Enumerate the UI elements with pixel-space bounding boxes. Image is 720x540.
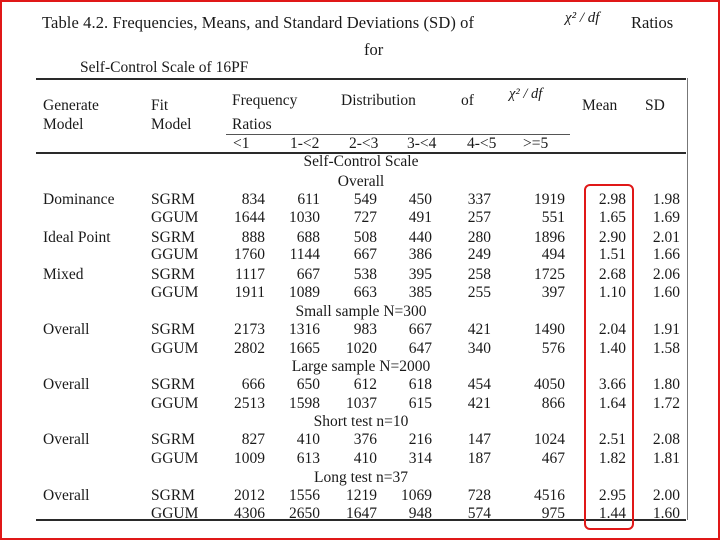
frequency-cell: 1725: [534, 266, 565, 283]
fit-model-cell: SGRM: [151, 487, 195, 504]
generate-model-cell: Overall: [43, 376, 90, 393]
frequency-cell: 983: [353, 321, 377, 338]
header-sd: SD: [645, 97, 665, 114]
mean-cell: 3.66: [598, 376, 626, 393]
chi-square-df-symbol: χ² / df: [565, 10, 600, 26]
frequency-cell: 410: [353, 450, 377, 467]
frequency-cell: 450: [408, 191, 432, 208]
frequency-cell: 508: [353, 229, 377, 246]
fit-model-cell: SGRM: [151, 191, 195, 208]
frequency-cell: 1024: [534, 431, 565, 448]
frequency-cell: 454: [467, 376, 491, 393]
mean-column-highlight: [584, 184, 634, 530]
frequency-cell: 4050: [534, 376, 565, 393]
frequency-cell: 1911: [234, 284, 265, 301]
sd-cell: 2.08: [652, 431, 680, 448]
frequency-cell: 421: [467, 395, 491, 412]
bins-subrule: [226, 134, 570, 135]
frequency-cell: 612: [353, 376, 377, 393]
frequency-cell: 255: [467, 284, 491, 301]
frequency-cell: 1009: [234, 450, 265, 467]
frequency-cell: 667: [353, 246, 377, 263]
table-caption-line1: Table 4.2. Frequencies, Means, and Standard Deviations (SD) of: [42, 13, 475, 32]
generate-model-cell: Ideal Point: [43, 229, 111, 246]
frequency-cell: 574: [467, 505, 491, 522]
sd-cell: 1.81: [652, 450, 680, 467]
section-label: Large sample N=2000: [291, 358, 431, 375]
mean-cell: 2.98: [598, 191, 626, 208]
mean-cell: 2.68: [598, 266, 626, 283]
generate-model-cell: Overall: [43, 431, 90, 448]
header-distribution: Distribution: [341, 92, 416, 109]
header-mean: Mean: [582, 97, 618, 114]
table-top-rule: [36, 78, 686, 80]
frequency-cell: 1030: [289, 209, 320, 226]
sd-cell: 2.06: [652, 266, 680, 283]
header-generate: Generate: [43, 97, 99, 114]
frequency-cell: 1896: [534, 229, 565, 246]
mean-cell: 1.82: [598, 450, 626, 467]
bin-label: 2-<3: [349, 135, 379, 152]
generate-model-cell: Overall: [43, 487, 90, 504]
sd-cell: 1.58: [652, 340, 680, 357]
frequency-cell: 1037: [346, 395, 377, 412]
bin-label: >=5: [523, 135, 549, 152]
fit-model-cell: GGUM: [151, 505, 199, 522]
bin-label: 4-<5: [467, 135, 497, 152]
mean-cell: 2.51: [598, 431, 626, 448]
frequency-cell: 663: [353, 284, 377, 301]
frequency-cell: 727: [353, 209, 377, 226]
frequency-cell: 888: [241, 229, 265, 246]
frequency-cell: 2802: [234, 340, 265, 357]
fit-model-cell: GGUM: [151, 340, 199, 357]
frequency-cell: 1144: [289, 246, 320, 263]
frequency-cell: 834: [241, 191, 265, 208]
frequency-cell: 576: [541, 340, 565, 357]
frequency-cell: 650: [296, 376, 320, 393]
frequency-cell: 666: [241, 376, 265, 393]
fit-model-cell: SGRM: [151, 376, 195, 393]
header-chi-symbol: χ² / df: [509, 86, 543, 102]
frequency-cell: 147: [467, 431, 491, 448]
frequency-cell: 216: [408, 431, 432, 448]
frequency-cell: 618: [408, 376, 432, 393]
frequency-cell: 1919: [534, 191, 565, 208]
mean-cell: 2.90: [598, 229, 626, 246]
frequency-cell: 249: [467, 246, 491, 263]
frequency-cell: 4516: [534, 487, 565, 504]
frequency-cell: 613: [296, 450, 320, 467]
frequency-cell: 280: [467, 229, 491, 246]
generate-model-cell: Dominance: [43, 191, 115, 208]
frequency-cell: 1020: [346, 340, 377, 357]
section-label: Small sample N=300: [295, 303, 427, 320]
fit-model-cell: SGRM: [151, 266, 195, 283]
fit-model-cell: GGUM: [151, 450, 199, 467]
frequency-cell: 647: [408, 340, 432, 357]
section-label: Short test n=10: [313, 413, 409, 430]
frequency-cell: 948: [408, 505, 432, 522]
frequency-cell: 1556: [289, 487, 320, 504]
frequency-cell: 421: [467, 321, 491, 338]
frequency-cell: 975: [541, 505, 565, 522]
fit-model-cell: SGRM: [151, 229, 195, 246]
frequency-cell: 187: [467, 450, 491, 467]
sd-cell: 1.66: [652, 246, 680, 263]
frequency-cell: 440: [408, 229, 432, 246]
mean-cell: 1.51: [598, 246, 626, 263]
frequency-cell: 551: [541, 209, 565, 226]
mean-cell: 1.64: [598, 395, 626, 412]
frequency-cell: 314: [408, 450, 432, 467]
section-label: Long test n=37: [314, 469, 408, 486]
frequency-cell: 397: [541, 284, 565, 301]
frequency-cell: 615: [408, 395, 432, 412]
sd-cell: 1.60: [652, 505, 680, 522]
frequency-cell: 1760: [234, 246, 265, 263]
frequency-cell: 340: [467, 340, 491, 357]
frequency-cell: 337: [467, 191, 491, 208]
frequency-cell: 395: [408, 266, 432, 283]
bin-label: 1-<2: [290, 135, 320, 152]
frequency-cell: 2173: [234, 321, 265, 338]
fit-model-cell: GGUM: [151, 284, 199, 301]
table-right-edge: [687, 78, 688, 520]
bin-label: <1: [233, 135, 250, 152]
mean-cell: 2.04: [598, 321, 626, 338]
sd-cell: 2.00: [652, 487, 680, 504]
frequency-cell: 1089: [289, 284, 320, 301]
table-caption-ratios: Ratios: [631, 13, 674, 32]
sd-cell: 1.91: [652, 321, 680, 338]
frequency-cell: 1665: [289, 340, 320, 357]
mean-cell: 1.44: [598, 505, 626, 522]
mean-cell: 1.10: [598, 284, 626, 301]
frequency-cell: 549: [353, 191, 377, 208]
frequency-cell: 4306: [234, 505, 265, 522]
generate-model-cell: Overall: [43, 321, 90, 338]
frequency-cell: 1598: [289, 395, 320, 412]
frequency-cell: 866: [541, 395, 565, 412]
frequency-cell: 827: [241, 431, 265, 448]
frequency-cell: 257: [467, 209, 491, 226]
table-caption-line2: for: [364, 40, 384, 59]
sd-cell: 1.69: [652, 209, 680, 226]
header-ratios: Ratios: [232, 116, 272, 133]
sd-cell: 1.98: [652, 191, 680, 208]
frequency-cell: 1117: [235, 266, 265, 283]
fit-model-cell: SGRM: [151, 321, 195, 338]
frequency-cell: 385: [408, 284, 432, 301]
frequency-cell: 386: [408, 246, 432, 263]
generate-model-cell: Mixed: [43, 266, 84, 283]
frequency-cell: 2650: [289, 505, 320, 522]
frequency-cell: 667: [408, 321, 432, 338]
frequency-cell: 538: [353, 266, 377, 283]
frequency-cell: 1647: [346, 505, 377, 522]
fit-model-cell: GGUM: [151, 395, 199, 412]
frequency-cell: 467: [541, 450, 565, 467]
header-frequency: Frequency: [232, 92, 298, 109]
sd-cell: 2.01: [652, 229, 680, 246]
sd-cell: 1.80: [652, 376, 680, 393]
mean-cell: 1.40: [598, 340, 626, 357]
mean-cell: 1.65: [598, 209, 626, 226]
header-fit: Fit: [151, 97, 169, 114]
header-model: Model: [43, 116, 84, 133]
header-fit-model: Model: [151, 116, 192, 133]
header-of: of: [461, 92, 474, 109]
frequency-cell: 728: [467, 487, 491, 504]
frequency-cell: 1069: [401, 487, 432, 504]
frequency-cell: 667: [296, 266, 320, 283]
section-label: Self-Control Scale: [303, 153, 419, 170]
sd-cell: 1.72: [652, 395, 680, 412]
frequency-cell: 1219: [346, 487, 377, 504]
frequency-cell: 491: [408, 209, 432, 226]
fit-model-cell: SGRM: [151, 431, 195, 448]
sd-cell: 1.60: [652, 284, 680, 301]
frequency-cell: 494: [541, 246, 565, 263]
frequency-cell: 2513: [234, 395, 265, 412]
frequency-cell: 376: [353, 431, 377, 448]
fit-model-cell: GGUM: [151, 246, 199, 263]
frequency-cell: 1490: [534, 321, 565, 338]
section-label: Overall: [337, 173, 385, 190]
frequency-cell: 1644: [234, 209, 265, 226]
frequency-cell: 611: [297, 191, 320, 208]
mean-cell: 2.95: [598, 487, 626, 504]
frequency-cell: 258: [467, 266, 491, 283]
table-caption-line3: Self-Control Scale of 16PF: [80, 59, 249, 76]
frequency-cell: 2012: [234, 487, 265, 504]
frequency-cell: 410: [296, 431, 320, 448]
fit-model-cell: GGUM: [151, 209, 199, 226]
frequency-cell: 688: [296, 229, 320, 246]
frequency-cell: 1316: [289, 321, 320, 338]
bin-label: 3-<4: [407, 135, 437, 152]
